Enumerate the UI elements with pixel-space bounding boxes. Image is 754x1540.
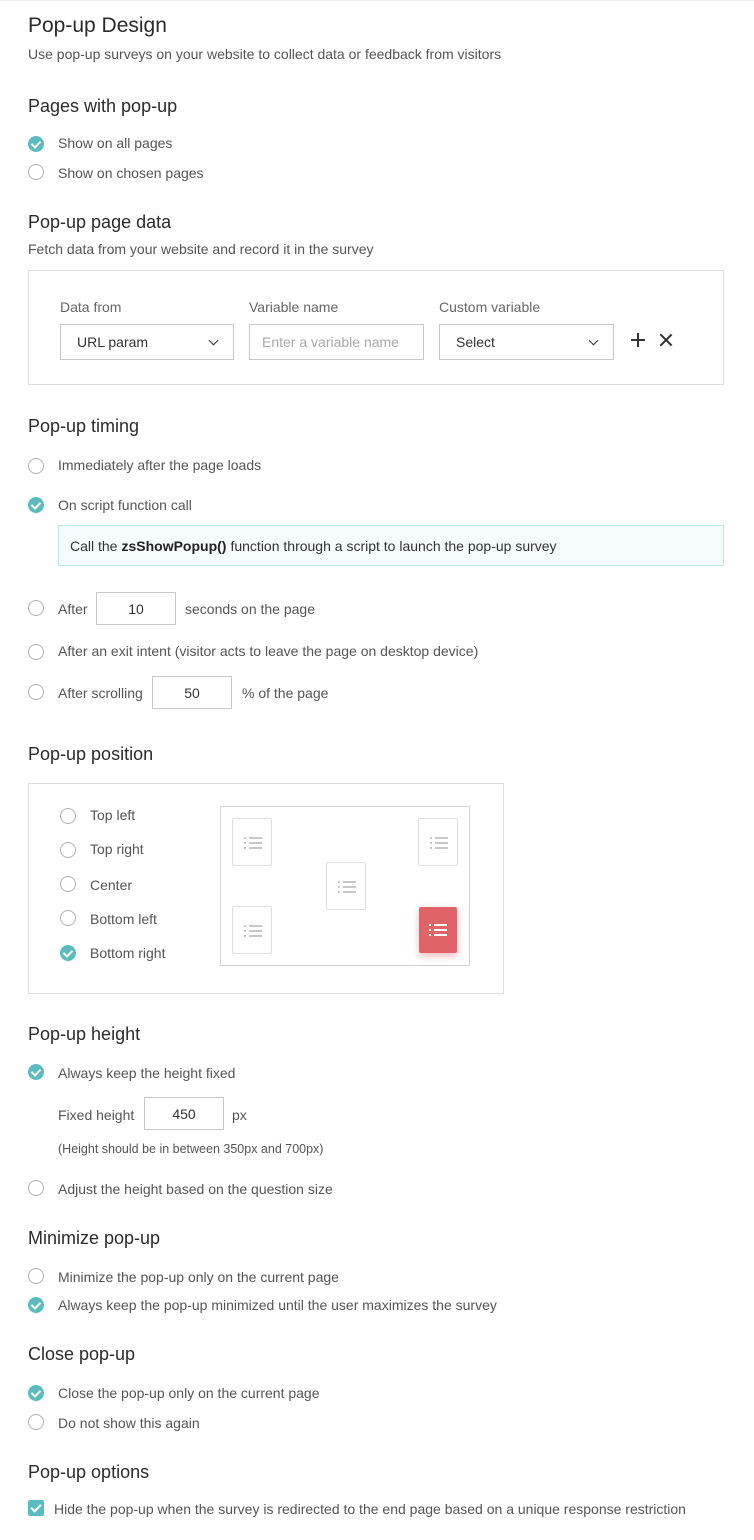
script-info-prefix: Call the <box>70 537 118 554</box>
position-bottom-left-label: Bottom left <box>90 911 157 927</box>
chevron-down-icon <box>589 336 599 346</box>
page-data-heading: Pop-up page data <box>28 212 172 232</box>
close-icon[interactable] <box>659 333 673 347</box>
timing-scroll-suffix: % of the page <box>242 685 329 701</box>
options-heading: Pop-up options <box>28 1462 150 1482</box>
position-top-right-radio[interactable] <box>60 842 76 858</box>
timing-scroll-radio[interactable] <box>28 684 44 700</box>
custom-variable-label: Custom variable <box>439 299 541 315</box>
position-center-radio[interactable] <box>60 876 76 892</box>
list-icon <box>429 924 447 936</box>
show-chosen-pages-label: Show on chosen pages <box>58 165 204 181</box>
variable-name-input[interactable] <box>249 324 424 360</box>
chevron-down-icon <box>209 336 219 346</box>
position-top-right-label: Top right <box>90 841 144 857</box>
position-bottom-left-radio[interactable] <box>60 910 76 926</box>
height-adjust-radio[interactable] <box>28 1180 44 1196</box>
timing-scroll-input[interactable] <box>152 676 232 709</box>
timing-seconds-input[interactable] <box>96 592 176 625</box>
position-top-left-label: Top left <box>90 807 136 823</box>
custom-variable-select[interactable] <box>439 324 614 360</box>
preview-tile-top-left[interactable] <box>232 818 272 866</box>
data-from-label: Data from <box>60 299 122 315</box>
position-bottom-right-label: Bottom right <box>90 945 166 961</box>
fixed-height-label: Fixed height <box>58 1107 135 1123</box>
position-bottom-right-radio[interactable] <box>60 945 76 961</box>
hide-popup-checkbox[interactable] <box>28 1500 44 1516</box>
plus-icon[interactable] <box>631 333 645 347</box>
timing-after-radio[interactable] <box>28 600 44 616</box>
minimize-always-radio[interactable] <box>28 1297 44 1313</box>
timing-script-label: On script function call <box>58 497 192 513</box>
timing-scroll-value: 50 <box>184 684 200 701</box>
height-hint: (Height should be in between 350px and 700px) <box>58 1142 324 1156</box>
fixed-height-value: 450 <box>172 1105 196 1122</box>
top-divider <box>0 0 754 1</box>
minimize-current-page-label: Minimize the pop-up only on the current page <box>58 1269 339 1285</box>
minimize-always-label: Always keep the pop-up minimized until the user maximizes the survey <box>58 1297 497 1313</box>
timing-scroll-label: After scrolling <box>58 685 143 701</box>
preview-tile-bottom-left[interactable] <box>232 906 272 954</box>
list-icon <box>338 881 356 893</box>
close-never-show-radio[interactable] <box>28 1414 44 1430</box>
pages-with-popup-heading: Pages with pop-up <box>28 96 178 116</box>
height-heading: Pop-up height <box>28 1024 141 1044</box>
list-icon <box>244 837 262 849</box>
page-title: Pop-up Design <box>28 14 167 37</box>
position-top-left-radio[interactable] <box>60 808 76 824</box>
list-icon <box>244 925 262 937</box>
show-all-pages-label: Show on all pages <box>58 135 173 151</box>
data-from-value: URL param <box>77 334 149 350</box>
fixed-height-unit: px <box>232 1107 247 1123</box>
close-never-show-label: Do not show this again <box>58 1415 200 1431</box>
close-current-page-radio[interactable] <box>28 1385 44 1401</box>
page-subtitle: Use pop-up surveys on your website to collect data or feedback from visitors <box>28 46 502 62</box>
list-icon <box>430 837 448 849</box>
position-center-label: Center <box>90 877 133 893</box>
show-chosen-pages-radio[interactable] <box>28 164 44 180</box>
timing-immediately-radio[interactable] <box>28 458 44 474</box>
page-data-subtitle: Fetch data from your website and record it in the survey <box>28 241 374 257</box>
height-fixed-label: Always keep the height fixed <box>58 1065 236 1081</box>
script-info-box <box>58 525 724 566</box>
variable-name-placeholder: Enter a variable name <box>262 334 399 350</box>
script-info-suffix: function through a script to launch the pop-up survey <box>230 537 557 554</box>
fixed-height-input[interactable] <box>144 1097 224 1130</box>
data-from-select[interactable] <box>60 324 234 360</box>
height-fixed-radio[interactable] <box>28 1064 44 1080</box>
position-heading: Pop-up position <box>28 744 154 764</box>
show-all-pages-radio[interactable] <box>28 136 44 152</box>
timing-seconds-value: 10 <box>128 600 144 617</box>
hide-popup-label: Hide the pop-up when the survey is redirected to the end page based on a unique response restriction <box>54 1501 686 1517</box>
timing-heading: Pop-up timing <box>28 416 140 436</box>
close-heading: Close pop-up <box>28 1344 136 1364</box>
timing-script-radio[interactable] <box>28 497 44 513</box>
preview-tile-center[interactable] <box>326 862 366 910</box>
close-current-page-label: Close the pop-up only on the current page <box>58 1385 320 1401</box>
timing-exit-label: After an exit intent (visitor acts to leave the page on desktop device) <box>58 643 479 659</box>
preview-tile-bottom-right[interactable] <box>419 907 457 953</box>
timing-after-label: After <box>58 601 88 617</box>
minimize-heading: Minimize pop-up <box>28 1228 161 1248</box>
height-adjust-label: Adjust the height based on the question size <box>58 1181 333 1197</box>
variable-name-label: Variable name <box>249 299 339 315</box>
timing-exit-radio[interactable] <box>28 644 44 660</box>
minimize-current-page-radio[interactable] <box>28 1268 44 1284</box>
custom-variable-value: Select <box>456 334 495 350</box>
preview-tile-top-right[interactable] <box>418 818 458 866</box>
timing-immediately-label: Immediately after the page loads <box>58 457 262 473</box>
timing-seconds-suffix: seconds on the page <box>185 601 315 617</box>
script-info-function: zsShowPopup() <box>121 537 227 554</box>
